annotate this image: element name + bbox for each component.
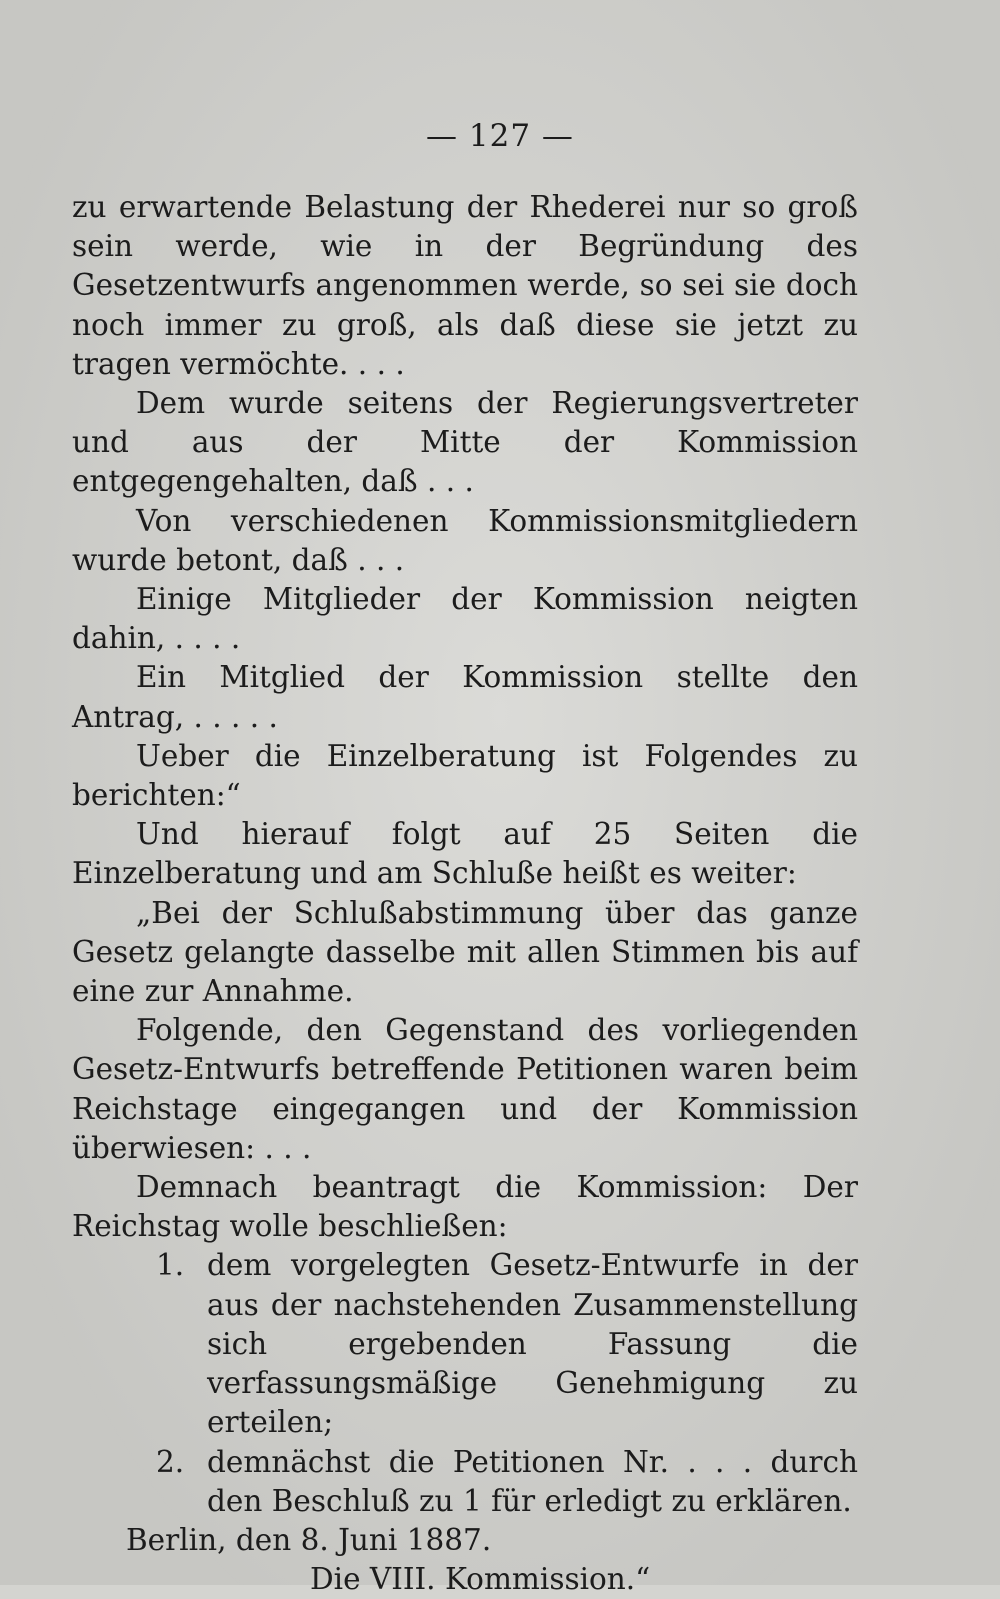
list-item <box>72 1443 858 1521</box>
paragraph-objection: Dem wurde seitens der Regierungsvertreter und aus der Mitte der Kommission entgegengehalten, daß . . . <box>72 386 858 499</box>
place-date: Berlin, den 8. Juni 1887. <box>126 1522 492 1557</box>
paragraph-members-emphasis: Von verschiedenen Kommissionsmitgliedern wurde betont, daß . . . <box>72 503 858 577</box>
paragraph-some-members: Einige Mitglieder der Kommission neigten dahin, . . . . <box>72 582 858 656</box>
paragraph-continuation-note: Und hierauf folgt auf 25 Seiten die Einzelberatung und am Schluße heißt es weiter: <box>72 817 858 891</box>
paragraph-resolution-intro: Demnach beantragt die Kommission: Der Reichstag wolle beschließen: <box>72 1170 858 1244</box>
signature: Die VIII. Kommission.“ <box>310 1562 651 1597</box>
list-item-text: demnächst die Petitionen Nr. . . . durch den Beschluß zu 1 für erledigt zu erklären. <box>207 1444 858 1518</box>
list-item-number: 1. <box>156 1248 185 1283</box>
paragraph-detail-report: Ueber die Einzelberatung ist Folgendes zu berichten:“ <box>72 738 858 813</box>
paragraph-continuation: zu erwartende Belastung der Rhederei nur so groß sein werde, wie in der Begründung des Gesetzentwurfs angenommen werde, so sei sie doch noch immer zu groß, als daß diese sie jetzt zu tragen vermöchte. . . . <box>72 190 858 381</box>
body-text <box>72 188 858 1599</box>
paragraph-petitions: Folgende, den Gegenstand des vorliegenden Gesetz-Entwurfs betreffende Petitionen waren beim Reichstage eingegangen und der Kommission überwiesen: . . . <box>72 1013 858 1165</box>
page-number: — 127 — <box>426 118 574 154</box>
paragraph-motion: Ein Mitglied der Kommission stellte den Antrag, . . . . . <box>72 660 858 734</box>
list-item-number: 2. <box>156 1444 185 1479</box>
list-item <box>72 1246 858 1442</box>
list-item-text: dem vorgelegten Gesetz-Entwurfe in der aus der nachstehenden Zusammenstellung sich ergebenden Fassung die verfassungsmäßige Genehmigung zu erteilen; <box>207 1248 858 1440</box>
paragraph-final-vote: „Bei der Schlußabstimmung über das ganze Gesetz gelangte dasselbe mit allen Stimmen bis auf eine zur Annahme. <box>72 895 858 1009</box>
